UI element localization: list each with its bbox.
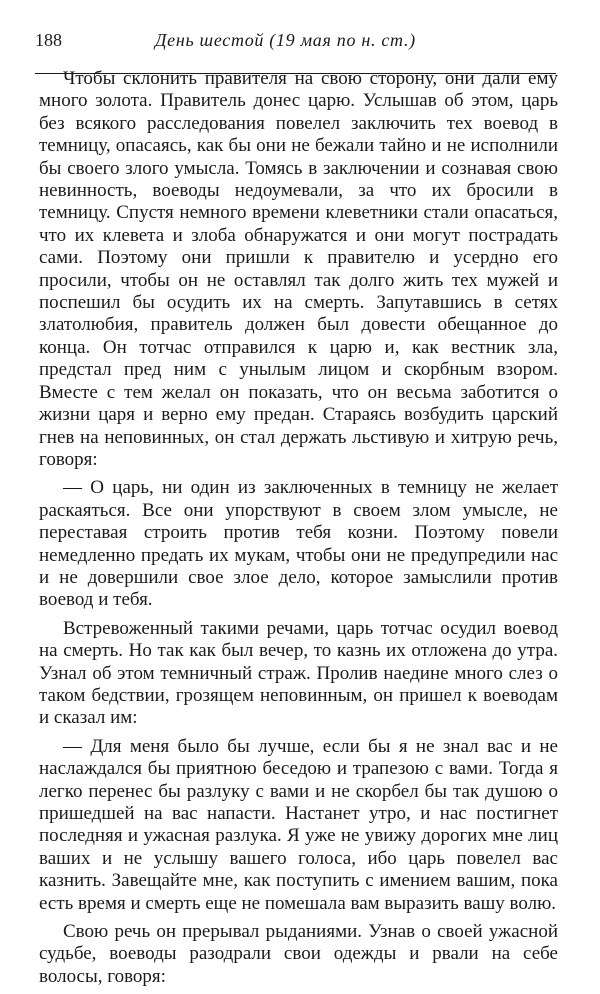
paragraph: Чтобы склонить правителя на свою сторону, они дали ему много золота. Правитель донес царю. Услышав об этом, царь без всякого расследования повелел заключить тех воевод в темницу, опасаясь, как бы они не бежали тайно и не исполнили бы своего злого умысла. Томясь в заключении и сознавая свою невинность, воеводы недоумевали, за что их бросили в темницу. Спустя немного времени клеветники стали опасаться, что их клевета и злоба обнаружатся и они могут пострадать сами. Поэтому они пришли к правителю и усердно его просили, чтобы он не оставлял так долго жить тех мужей и поспешил бы осудить их на смерть. Запутавшись в сетях златолюбия, правитель должен был довести обещанное до конца. Он тотчас отправился к царю и, как вестник зла, предстал пред ним с унылым лицом и скорбным взором. Вместе с тем желал он показать, что он весьма заботится о жизни царя и верно ему предан. Стараясь возбудить царский гнев на неповинных, он стал держать льстивую и хитрую речь, говоря:: [39, 68, 558, 470]
paragraph: — Для меня было бы лучше, если бы я не знал вас и не наслаждался бы приятною беседою и трапезою с вами. Тогда я легко перенес бы разлуку с вами и не скорбел бы так душою о пришедшей на вас напасти. Настанет утро, и нас постигнет последняя и ужасная разлука. Я уже не увижу дорогих мне лиц ваших и не услышу вашего голоса, ибо царь повелел вас казнить. Завещайте мне, как поступить с имением вашим, пока есть время и смерть еще не помешала вам выразить вашу волю.: [39, 735, 558, 914]
paragraph: — О царь, ни один из заключенных в темницу не желает раскаяться. Все они упорствуют в своем злом умысле, не переставая строить против тебя козни. Поэтому повели немедленно предать их мукам, чтобы они не предупредили нас и не довершили свое злое дело, которое замыслили против воевод и тебя.: [39, 477, 558, 611]
page-number: 188: [35, 30, 62, 50]
paragraph: Встревоженный такими речами, царь тотчас осудил воевод на смерть. Но так как был вечер, то казнь их отложена до утра. Узнал об этом темничный страж. Пролив наедине много слез о таком бедствии, грозящем неповинным, он пришел к воеводам и сказал им:: [39, 617, 558, 729]
running-title: День шестой (19 мая по н. ст.): [155, 30, 416, 50]
paragraph: Свою речь он прерывал рыданиями. Узнав о своей ужасной судьбе, воеводы разодрали свои одежды и рвали на себе волосы, говоря:: [39, 921, 558, 987]
page-header: [35, 26, 556, 50]
body-text: [39, 68, 558, 994]
